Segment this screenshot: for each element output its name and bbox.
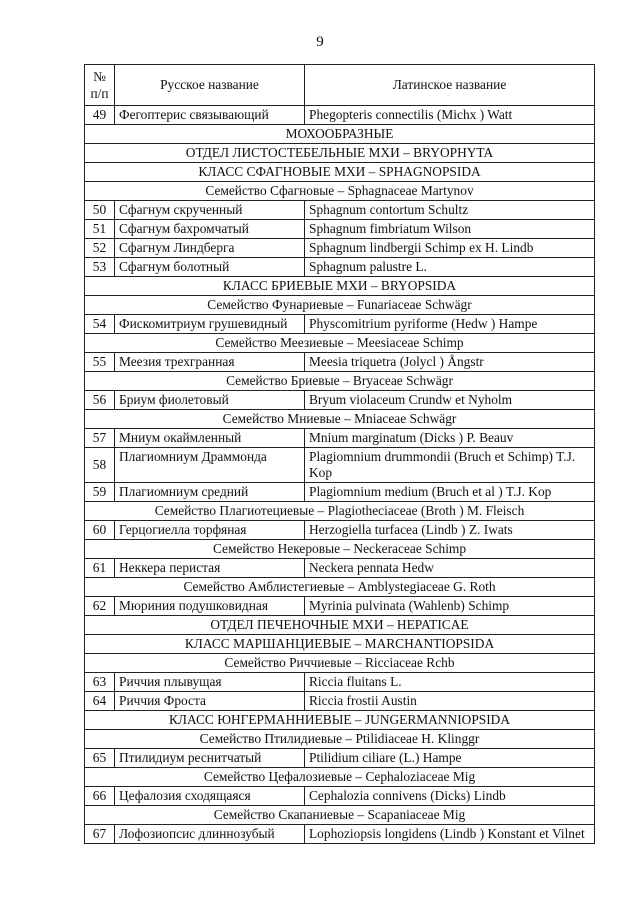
russian-name: Мниум окаймленный bbox=[115, 429, 305, 448]
latin-name: Cephalozia connivens (Dicks) Lindb bbox=[305, 787, 595, 806]
latin-name: Riccia fluitans L. bbox=[305, 673, 595, 692]
row-number: 62 bbox=[85, 597, 115, 616]
latin-name: Plagiomnium drummondii (Bruch et Schimp) T.J. Kop bbox=[305, 448, 595, 483]
russian-name: Сфагнум бахромчатый bbox=[115, 220, 305, 239]
russian-name: Риччия Фроста bbox=[115, 692, 305, 711]
latin-name: Ptilidium ciliare (L.) Hampe bbox=[305, 749, 595, 768]
section-heading: Семейство Мниевые – Mniaceae Schwägr bbox=[85, 410, 595, 429]
section-heading-row bbox=[85, 730, 595, 749]
row-number: 57 bbox=[85, 429, 115, 448]
russian-name: Птилидиум реснитчатый bbox=[115, 749, 305, 768]
species-row bbox=[85, 201, 595, 220]
row-number: 66 bbox=[85, 787, 115, 806]
russian-name: Меезия трехгранная bbox=[115, 353, 305, 372]
russian-name: Плагиомниум Драммонда bbox=[115, 448, 305, 483]
species-row bbox=[85, 353, 595, 372]
species-row bbox=[85, 429, 595, 448]
row-number: 52 bbox=[85, 239, 115, 258]
russian-name: Цефалозия сходящаяся bbox=[115, 787, 305, 806]
russian-name: Мюриния подушковидная bbox=[115, 597, 305, 616]
section-heading-row bbox=[85, 277, 595, 296]
latin-name: Sphagnum palustre L. bbox=[305, 258, 595, 277]
species-row bbox=[85, 483, 595, 502]
section-heading: КЛАСС СФАГНОВЫЕ МХИ – SPHAGNOPSIDA bbox=[85, 163, 595, 182]
species-row bbox=[85, 787, 595, 806]
section-heading-row bbox=[85, 540, 595, 559]
table-header-row bbox=[85, 65, 595, 106]
species-table bbox=[84, 64, 595, 844]
latin-name: Plagiomnium medium (Bruch et al ) T.J. Kop bbox=[305, 483, 595, 502]
section-heading-row bbox=[85, 410, 595, 429]
species-row bbox=[85, 220, 595, 239]
section-heading-row bbox=[85, 372, 595, 391]
species-row bbox=[85, 673, 595, 692]
latin-name: Herzogiella turfacea (Lindb ) Z. Iwats bbox=[305, 521, 595, 540]
species-row bbox=[85, 448, 595, 483]
latin-name: Sphagnum lindbergii Schimp ex H. Lindb bbox=[305, 239, 595, 258]
row-number: 49 bbox=[85, 106, 115, 125]
section-heading: ОТДЕЛ ПЕЧЕНОЧНЫЕ МХИ – HEPATICAE bbox=[85, 616, 595, 635]
species-row bbox=[85, 692, 595, 711]
section-heading-row bbox=[85, 654, 595, 673]
section-heading: Семейство Цефалозиевые – Cephaloziaceae Mig bbox=[85, 768, 595, 787]
section-heading-row bbox=[85, 296, 595, 315]
section-heading: КЛАСС БРИЕВЫЕ МХИ – BRYOPSIDA bbox=[85, 277, 595, 296]
row-number: 58 bbox=[85, 448, 115, 483]
russian-name: Герцогиелла торфяная bbox=[115, 521, 305, 540]
species-row bbox=[85, 258, 595, 277]
species-row bbox=[85, 597, 595, 616]
latin-name: Phegopteris connectilis (Michx ) Watt bbox=[305, 106, 595, 125]
section-heading: Семейство Птилидиевые – Ptilidiaceae H. Klinggr bbox=[85, 730, 595, 749]
header-russian-name: Русское название bbox=[115, 65, 305, 106]
section-heading-row bbox=[85, 163, 595, 182]
section-heading-row bbox=[85, 182, 595, 201]
russian-name: Фискомитриум грушевидный bbox=[115, 315, 305, 334]
section-heading: Семейство Фунариевые – Funariaceae Schwägr bbox=[85, 296, 595, 315]
row-number: 50 bbox=[85, 201, 115, 220]
latin-name: Riccia frostii Austin bbox=[305, 692, 595, 711]
latin-name: Myrinia pulvinata (Wahlenb) Schimp bbox=[305, 597, 595, 616]
species-row bbox=[85, 391, 595, 410]
row-number: 63 bbox=[85, 673, 115, 692]
russian-name: Фегоптерис связывающий bbox=[115, 106, 305, 125]
table-body bbox=[85, 106, 595, 844]
latin-name: Bryum violaceum Crundw et Nyholm bbox=[305, 391, 595, 410]
section-heading: Семейство Некеровые – Neckeraceae Schimp bbox=[85, 540, 595, 559]
section-heading: МОХООБРАЗНЫЕ bbox=[85, 125, 595, 144]
section-heading-row bbox=[85, 578, 595, 597]
row-number: 61 bbox=[85, 559, 115, 578]
section-heading: Семейство Риччиевые – Ricciaceae Rchb bbox=[85, 654, 595, 673]
latin-name: Lophoziopsis longidens (Lindb ) Konstant et Vilnet bbox=[305, 825, 595, 844]
russian-name: Сфагнум Линдберга bbox=[115, 239, 305, 258]
russian-name: Неккера перистая bbox=[115, 559, 305, 578]
row-number: 59 bbox=[85, 483, 115, 502]
latin-name: Mnium marginatum (Dicks ) P. Beauv bbox=[305, 429, 595, 448]
russian-name: Риччия плывущая bbox=[115, 673, 305, 692]
section-heading: ОТДЕЛ ЛИСТОСТЕБЕЛЬНЫЕ МХИ – BRYOPHYTA bbox=[85, 144, 595, 163]
species-row bbox=[85, 825, 595, 844]
latin-name: Sphagnum contortum Schultz bbox=[305, 201, 595, 220]
section-heading-row bbox=[85, 144, 595, 163]
section-heading: КЛАСС ЮНГЕРМАННИЕВЫЕ – JUNGERMANNIOPSIDA bbox=[85, 711, 595, 730]
species-row bbox=[85, 521, 595, 540]
row-number: 56 bbox=[85, 391, 115, 410]
row-number: 55 bbox=[85, 353, 115, 372]
section-heading: Семейство Бриевые – Bryaceae Schwägr bbox=[85, 372, 595, 391]
row-number: 64 bbox=[85, 692, 115, 711]
species-row bbox=[85, 106, 595, 125]
section-heading: Семейство Амблистегиевые – Amblystegiaceae G. Roth bbox=[85, 578, 595, 597]
row-number: 54 bbox=[85, 315, 115, 334]
header-latin-name: Латинское название bbox=[305, 65, 595, 106]
section-heading-row bbox=[85, 768, 595, 787]
header-number: № п/п bbox=[85, 65, 115, 106]
russian-name: Сфагнум болотный bbox=[115, 258, 305, 277]
section-heading: Семейство Плагиотециевые – Plagiotheciaceae (Broth ) M. Fleisch bbox=[85, 502, 595, 521]
section-heading-row bbox=[85, 502, 595, 521]
latin-name: Meesia triquetra (Jolycl ) Ångstr bbox=[305, 353, 595, 372]
section-heading: Семейство Меезиевые – Meesiaceae Schimp bbox=[85, 334, 595, 353]
row-number: 67 bbox=[85, 825, 115, 844]
species-row bbox=[85, 749, 595, 768]
section-heading: КЛАСС МАРШАНЦИЕВЫЕ – MARCHANTIOPSIDA bbox=[85, 635, 595, 654]
latin-name: Neckera pennata Hedw bbox=[305, 559, 595, 578]
section-heading-row bbox=[85, 635, 595, 654]
latin-name: Physcomitrium pyriforme (Hedw ) Hampe bbox=[305, 315, 595, 334]
page-number: 9 bbox=[316, 34, 324, 50]
row-number: 51 bbox=[85, 220, 115, 239]
section-heading-row bbox=[85, 125, 595, 144]
row-number: 53 bbox=[85, 258, 115, 277]
species-row bbox=[85, 559, 595, 578]
section-heading-row bbox=[85, 616, 595, 635]
russian-name: Сфагнум скрученный bbox=[115, 201, 305, 220]
species-row bbox=[85, 315, 595, 334]
russian-name: Лофозиопсис длиннозубый bbox=[115, 825, 305, 844]
russian-name: Бриум фиолетовый bbox=[115, 391, 305, 410]
section-heading-row bbox=[85, 711, 595, 730]
row-number: 60 bbox=[85, 521, 115, 540]
section-heading-row bbox=[85, 806, 595, 825]
row-number: 65 bbox=[85, 749, 115, 768]
latin-name: Sphagnum fimbriatum Wilson bbox=[305, 220, 595, 239]
section-heading: Семейство Скапаниевые – Scapaniaceae Mig bbox=[85, 806, 595, 825]
section-heading-row bbox=[85, 334, 595, 353]
section-heading: Семейство Сфагновые – Sphagnaceae Martynov bbox=[85, 182, 595, 201]
russian-name: Плагиомниум средний bbox=[115, 483, 305, 502]
species-row bbox=[85, 239, 595, 258]
